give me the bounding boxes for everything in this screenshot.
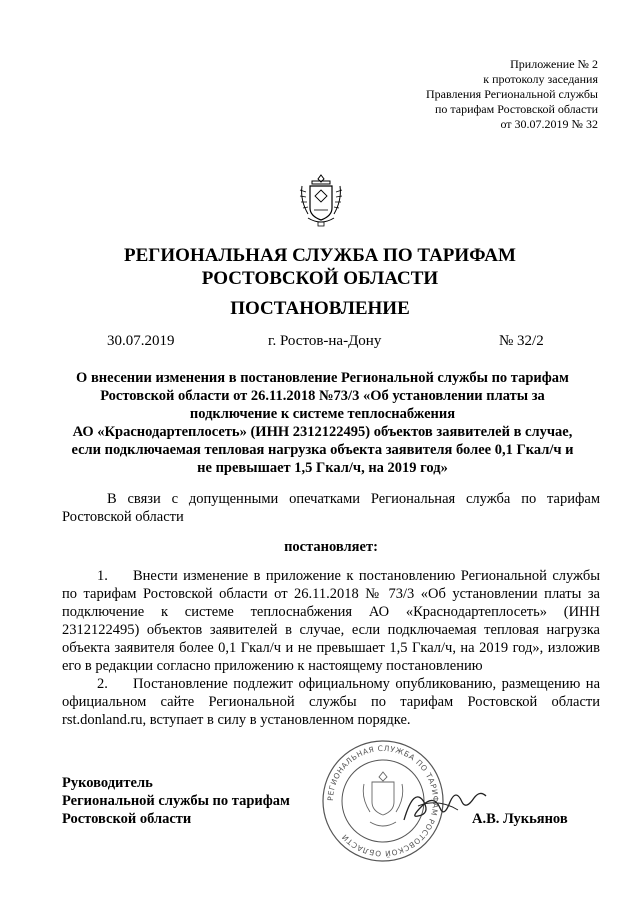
item-text: Постановление подлежит официальному опубликованию, размещению на официальном сайте Региональной службы по тарифам Ростовской области rst.donland.ru, вступает в силу в установленном порядке. xyxy=(62,676,600,728)
subject-line: не превышает 1,5 Гкал/ч, на 2019 год» xyxy=(197,460,448,476)
resolves-heading: постановляет: xyxy=(284,539,378,555)
appendix-line: Правления Региональной службы xyxy=(426,87,598,101)
document-type: ПОСТАНОВЛЕНИЕ xyxy=(230,298,410,319)
subject-line: если подключаемая тепловая нагрузка объекта заявителя более 0,1 Гкал/ч и xyxy=(71,442,574,458)
seal-text: РЕГИОНАЛЬНАЯ СЛУЖБА ПО ТАРИФАМ РОСТОВСКОЙ ОБЛАСТИ xyxy=(325,743,441,859)
intro-paragraph: В связи с допущенными опечатками Региональная служба по тарифам Ростовской области xyxy=(62,491,600,525)
signer-name: А.В. Лукьянов xyxy=(472,811,568,827)
agency-title xyxy=(60,244,580,290)
signer-title-line: Ростовской области xyxy=(62,811,192,827)
subject-line: АО «Краснодартеплосеть» (ИНН 2312122495) объектов заявителей в случае, xyxy=(72,424,573,440)
item-text: Внести изменение в приложение к постановлению Региональной службы по тарифам Ростовской области от 26.11.2018 № 73/3 «Об установлении платы за подключение к системе теплоснабжения АО «Краснодартеплосеть» (ИНН 2312122495) объектов заявителей в случае, если подключаемая тепловая нагрузка объекта заявителя более 0,1 Гкал/ч и не превышает 1,5 Гкал/ч, на 2019 год», изложив его в редакции согласно приложению к настоящему постановлению xyxy=(62,568,600,674)
agency-title-line: РЕГИОНАЛЬНАЯ СЛУЖБА ПО ТАРИФАМ xyxy=(124,245,516,266)
document-city: г. Ростов-на-Дону xyxy=(268,333,382,349)
subject-line: Ростовской области от 26.11.2018 №73/3 «Об установлении платы за xyxy=(100,388,545,404)
subject-line: О внесении изменения в постановление Региональной службы по тарифам xyxy=(76,370,569,386)
resolution-item xyxy=(62,675,600,729)
appendix-line: от 30.07.2019 № 32 xyxy=(500,117,598,131)
document-subject xyxy=(55,369,590,477)
document-number: № 32/2 xyxy=(499,333,544,349)
signer-title-line: Региональной службы по тарифам xyxy=(62,793,290,809)
appendix-line: Приложение № 2 xyxy=(510,57,598,71)
agency-title-line: РОСТОВСКОЙ ОБЛАСТИ xyxy=(201,268,439,289)
resolution-item xyxy=(62,567,600,675)
document-date: 30.07.2019 xyxy=(107,333,175,349)
appendix-line: по тарифам Ростовской области xyxy=(434,102,598,116)
coat-of-arms-icon xyxy=(298,172,344,228)
appendix-block xyxy=(426,57,598,132)
item-number: 1. xyxy=(97,568,108,584)
item-number: 2. xyxy=(97,676,108,692)
subject-line: подключение к системе теплоснабжения xyxy=(189,406,456,422)
resolution-items xyxy=(62,567,600,729)
appendix-line: к протоколу заседания xyxy=(483,72,598,86)
signer-title xyxy=(62,774,290,828)
signer-title-line: Руководитель xyxy=(62,775,153,791)
